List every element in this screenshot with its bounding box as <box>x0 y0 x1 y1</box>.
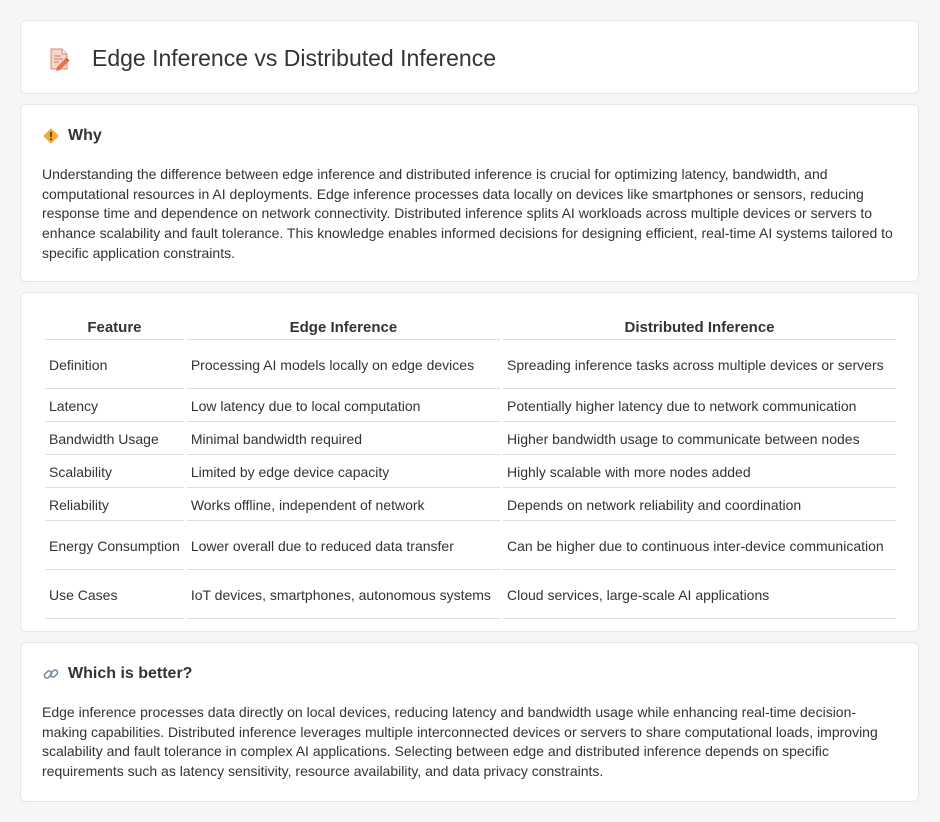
feature-cell: Bandwidth Usage <box>45 424 184 455</box>
table-row <box>45 457 896 488</box>
why-text: Understanding the difference between edge inference and distributed inference is crucial for optimizing latency, bandwidth, and computational resources in AI deployments. Edge inference processes data locally on devices like smartphones or sensors, reducing response time and dependence on network connectivity. Distributed inference splits AI workloads across multiple devices or servers to enhance scalability and fault tolerance. This knowledge enables informed decisions for designing efficient, real-time AI systems tailored to specific application constraints. <box>42 166 893 261</box>
edge-cell: IoT devices, smartphones, autonomous systems <box>187 572 500 619</box>
table-header-row <box>45 317 896 340</box>
distributed-cell: Can be higher due to continuous inter-device communication <box>503 523 896 570</box>
which-better-section <box>20 642 919 802</box>
edge-cell: Processing AI models locally on edge devices <box>187 342 500 389</box>
edge-cell: Lower overall due to reduced data transfer <box>187 523 500 570</box>
feature-cell: Scalability <box>45 457 184 488</box>
feature-cell: Use Cases <box>45 572 184 619</box>
diamond-sign-icon <box>42 127 60 145</box>
title-card <box>20 20 919 94</box>
feature-cell: Reliability <box>45 490 184 521</box>
distributed-cell: Cloud services, large-scale AI applications <box>503 572 896 619</box>
why-heading <box>42 127 102 145</box>
edge-cell: Low latency due to local computation <box>187 391 500 422</box>
table-row <box>45 490 896 521</box>
header-distributed: Distributed Inference <box>503 317 896 340</box>
table-row <box>45 523 896 570</box>
why-section <box>20 104 919 282</box>
comparison-section <box>20 292 919 632</box>
table-row <box>45 572 896 619</box>
distributed-cell: Potentially higher latency due to network communication <box>503 391 896 422</box>
header-feature: Feature <box>45 317 184 340</box>
table-row <box>45 424 896 455</box>
table-row <box>45 342 896 389</box>
distributed-cell: Higher bandwidth usage to communicate between nodes <box>503 424 896 455</box>
edge-cell: Works offline, independent of network <box>187 490 500 521</box>
feature-cell: Latency <box>45 391 184 422</box>
better-title: Which is better? <box>68 665 193 682</box>
edge-cell: Limited by edge device capacity <box>187 457 500 488</box>
edge-cell: Minimal bandwidth required <box>187 424 500 455</box>
header-edge: Edge Inference <box>187 317 500 340</box>
distributed-cell: Spreading inference tasks across multiple devices or servers <box>503 342 896 389</box>
distributed-cell: Highly scalable with more nodes added <box>503 457 896 488</box>
page-title: Edge Inference vs Distributed Inference <box>92 45 497 71</box>
link-icon <box>42 665 60 683</box>
distributed-cell: Depends on network reliability and coordination <box>503 490 896 521</box>
table-row <box>45 391 896 422</box>
why-title: Why <box>68 127 102 144</box>
document-pencil-icon <box>46 46 72 72</box>
better-heading <box>42 665 192 683</box>
comparison-table <box>42 315 899 621</box>
title-row <box>46 45 496 72</box>
feature-cell: Definition <box>45 342 184 389</box>
better-text: Edge inference processes data directly on local devices, reducing latency and bandwidth usage while enhancing real-time decision-making capabilities. Distributed inference leverages multiple interconnected devices or servers to share computational loads, improving scalability and fault tolerance in complex AI applications. Selecting between edge and distributed inference depends on specific requirements such as latency sensitivity, resource availability, and data privacy constraints. <box>42 704 878 780</box>
feature-cell: Energy Consumption <box>45 523 184 570</box>
